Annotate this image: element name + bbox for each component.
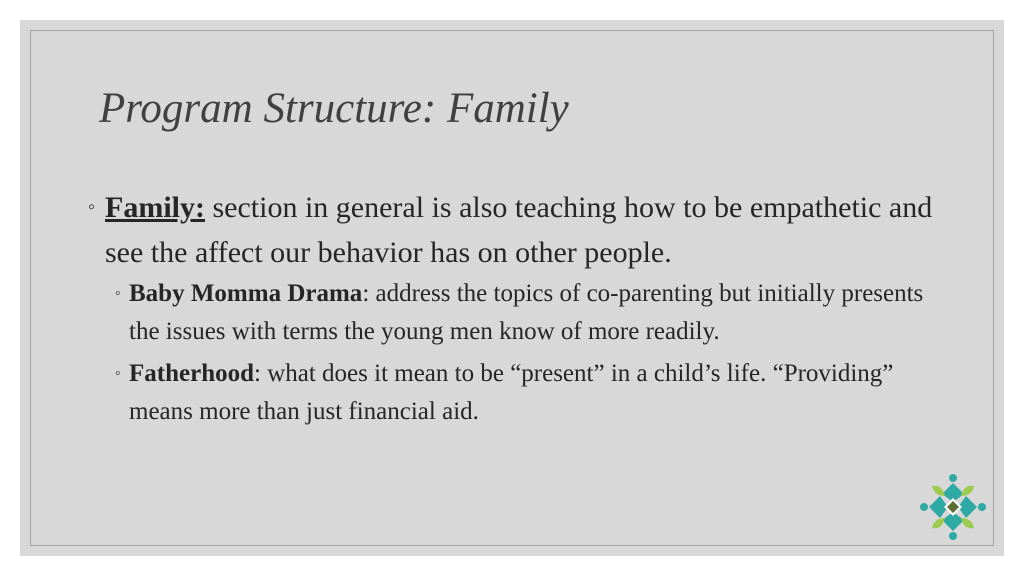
subbullet-text: : what does it mean to be “present” in a child’s life. “Providing” means more than just financial aid. (129, 360, 894, 425)
bullet-label: Family: (105, 191, 205, 224)
subbullet-baby-momma-drama (115, 275, 948, 351)
subbullet-marker: ◦ (115, 365, 121, 382)
subbullet-fatherhood (115, 355, 948, 431)
subbullet-marker: ◦ (115, 285, 121, 302)
subbullet-text: : address the topics of co-parenting but initially presents the issues with terms the young men know of more readily. (129, 280, 924, 345)
subbullet-label: Fatherhood (129, 360, 254, 387)
teal-figures-logo-icon (918, 472, 988, 542)
subbullet-label: Baby Momma Drama (129, 280, 363, 307)
bullet-marker: ◦ (88, 196, 96, 218)
slide-content (88, 185, 948, 431)
bullet-family (88, 185, 948, 275)
bullet-text: section in general is also teaching how to be empathetic and see the affect our behavior has on other people. (105, 191, 933, 269)
logo-center (944, 498, 962, 516)
slide-title: Program Structure: Family (99, 85, 569, 132)
slide (20, 20, 1004, 556)
